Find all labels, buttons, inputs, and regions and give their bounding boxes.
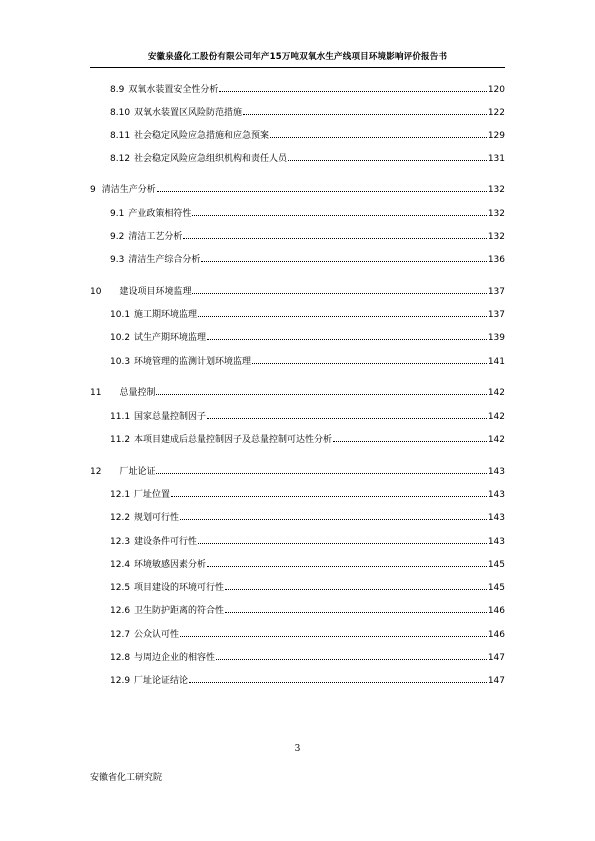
toc-entry-number: 9.1 xyxy=(110,209,125,219)
toc-entry-title: 试生产期环境监理 xyxy=(134,333,207,343)
toc-entry[interactable] xyxy=(110,489,505,501)
toc-entry-title: 与周边企业的相容性 xyxy=(134,653,216,663)
toc-entry-number: 12.5 xyxy=(110,583,131,593)
toc-page-number: 142 xyxy=(487,388,505,398)
toc-entry-title: 本项目建成后总量控制因子及总量控制可达性分析 xyxy=(134,435,333,445)
toc-entry-title: 双氧水装置区风险防范措施 xyxy=(134,108,243,118)
toc-entry-number: 8.11 xyxy=(110,131,131,141)
toc-entry-number: 8.9 xyxy=(110,85,125,95)
toc-page-number: 122 xyxy=(487,108,505,118)
toc-dot-leader xyxy=(192,215,486,216)
toc-entry-title: 环境管理的监测计划环境监理 xyxy=(134,357,252,367)
toc-entry-number: 12.3 xyxy=(110,537,131,547)
toc-entry[interactable] xyxy=(110,512,505,524)
toc-entry-title: 社会稳定风险应急组织机构和责任人员 xyxy=(134,154,288,164)
footer-organization: 安徽省化工研究院 xyxy=(90,773,163,783)
toc-entry[interactable] xyxy=(110,434,505,446)
toc-entry-number: 12.7 xyxy=(110,630,131,640)
toc-entry[interactable] xyxy=(110,130,505,142)
toc-dot-leader xyxy=(198,316,487,317)
toc-entry-number: 12.1 xyxy=(110,490,131,500)
toc-entry-number: 12.2 xyxy=(110,513,131,523)
toc-entry-title: 社会稳定风险应急措施和应急预案 xyxy=(134,131,270,141)
toc-page-number: 147 xyxy=(487,653,505,663)
toc-entry-label xyxy=(90,387,155,399)
toc-dot-leader xyxy=(201,261,486,262)
toc-dot-leader xyxy=(243,114,487,115)
toc-page-number: 141 xyxy=(487,357,505,367)
toc-entry-label xyxy=(110,536,197,548)
running-header: 安徽泉盛化工股份有限公司年产15万吨双氧水生产线项目环境影响评价报告书 xyxy=(147,52,448,62)
toc-entry-title: 规划可行性 xyxy=(134,513,180,523)
toc-dot-leader xyxy=(252,363,487,364)
toc-page-number: 139 xyxy=(487,333,505,343)
toc-dot-leader xyxy=(207,418,487,419)
toc-entry[interactable] xyxy=(90,286,505,298)
toc-entry-number: 12.6 xyxy=(110,606,131,616)
toc-dot-leader xyxy=(270,137,487,138)
toc-entry-label xyxy=(110,559,206,571)
toc-entry-label xyxy=(110,130,269,142)
page-number: 3 xyxy=(294,744,301,754)
toc-entry-number: 8.10 xyxy=(110,108,131,118)
toc-entry-title: 清洁生产分析 xyxy=(101,185,156,195)
toc-entry-number: 9.2 xyxy=(110,232,125,242)
toc-entry-label xyxy=(110,208,191,220)
toc-page-number: 131 xyxy=(487,154,505,164)
toc-dot-leader xyxy=(219,91,486,92)
toc-entry-label xyxy=(110,605,224,617)
toc-entry-number: 10.2 xyxy=(110,333,131,343)
toc-entry-title: 厂址论证 xyxy=(119,467,156,477)
toc-entry-label xyxy=(110,512,179,524)
toc-dot-leader xyxy=(216,659,487,660)
toc-page-number: 143 xyxy=(487,537,505,547)
toc-dot-leader xyxy=(189,682,487,683)
toc-page-number: 142 xyxy=(487,412,505,422)
toc-dot-leader xyxy=(198,543,487,544)
toc-entry[interactable] xyxy=(110,629,505,641)
toc-entry-number: 11.2 xyxy=(110,435,131,445)
toc-entry-title: 产业政策相符性 xyxy=(128,209,192,219)
toc-entry-title: 厂址论证结论 xyxy=(134,676,189,686)
toc-entry-label xyxy=(90,466,155,478)
toc-page-number: 120 xyxy=(487,85,505,95)
toc-dot-leader xyxy=(156,473,486,474)
toc-entry[interactable] xyxy=(110,107,505,119)
toc-entry-number: 12.8 xyxy=(110,653,131,663)
toc-entry-title: 双氧水装置安全性分析 xyxy=(128,85,219,95)
toc-entry[interactable] xyxy=(90,184,505,196)
toc-entry-number: 12 xyxy=(90,467,102,477)
toc-page-number: 137 xyxy=(487,287,505,297)
toc-entry[interactable] xyxy=(110,84,505,96)
toc-page-number: 132 xyxy=(487,232,505,242)
toc-entry[interactable] xyxy=(110,309,505,321)
toc-entry[interactable] xyxy=(110,153,505,165)
toc-page-number: 129 xyxy=(487,131,505,141)
toc-page-number: 136 xyxy=(487,255,505,265)
toc-entry-title: 项目建设的环境可行性 xyxy=(134,583,225,593)
toc-entry-label xyxy=(110,332,206,344)
toc-entry-number: 12.4 xyxy=(110,560,131,570)
toc-dot-leader xyxy=(180,519,487,520)
toc-entry-title: 厂址位置 xyxy=(134,490,171,500)
toc-page-number: 143 xyxy=(487,513,505,523)
toc-entry-label xyxy=(110,356,251,368)
toc-entry-label xyxy=(110,652,215,664)
toc-entry[interactable] xyxy=(90,387,505,399)
toc-entry-title: 总量控制 xyxy=(119,388,156,398)
toc-entry[interactable] xyxy=(110,582,505,594)
toc-entry-label xyxy=(110,582,224,594)
toc-entry[interactable] xyxy=(110,605,505,617)
toc-entry-label xyxy=(110,254,200,266)
toc-page-number: 145 xyxy=(487,583,505,593)
toc-entry-label xyxy=(90,184,156,196)
toc-page-number: 143 xyxy=(487,490,505,500)
toc-dot-leader xyxy=(180,636,487,637)
toc-entry-number: 9.3 xyxy=(110,255,125,265)
toc-dot-leader xyxy=(225,589,487,590)
toc-entry-label xyxy=(110,411,206,423)
toc-page-number: 137 xyxy=(487,310,505,320)
toc-entry[interactable] xyxy=(110,411,505,423)
toc-entry-label xyxy=(110,434,332,446)
toc-entry[interactable] xyxy=(110,332,505,344)
toc-entry-title: 清洁工艺分析 xyxy=(128,232,183,242)
toc-entry[interactable] xyxy=(110,208,505,220)
toc-entry[interactable] xyxy=(90,466,505,478)
toc-page-number: 132 xyxy=(487,209,505,219)
toc-entry[interactable] xyxy=(110,675,505,687)
toc-dot-leader xyxy=(183,238,486,239)
toc-dot-leader xyxy=(333,441,487,442)
toc-entry-title: 清洁生产综合分析 xyxy=(128,255,201,265)
toc-entry-label xyxy=(90,286,191,298)
toc-dot-leader xyxy=(171,496,487,497)
toc-entry-title: 公众认可性 xyxy=(134,630,180,640)
toc-entry-label xyxy=(110,231,182,243)
toc-entry[interactable] xyxy=(110,559,505,571)
toc-entry[interactable] xyxy=(110,652,505,664)
toc-page-number: 142 xyxy=(487,435,505,445)
toc-entry-number: 10 xyxy=(90,287,102,297)
toc-page-number: 146 xyxy=(487,630,505,640)
toc-entry-number: 11.1 xyxy=(110,412,131,422)
toc-entry[interactable] xyxy=(110,356,505,368)
toc-page-number: 145 xyxy=(487,560,505,570)
toc-dot-leader xyxy=(156,394,486,395)
toc-entry-label xyxy=(110,629,179,641)
toc-entry-number: 11 xyxy=(90,388,102,398)
toc-dot-leader xyxy=(207,566,487,567)
toc-entry-number: 9 xyxy=(90,185,96,195)
toc-entry[interactable] xyxy=(110,536,505,548)
toc-entry-label xyxy=(110,675,188,687)
toc-entry-label xyxy=(110,84,218,96)
toc-page-number: 146 xyxy=(487,606,505,616)
toc-entry-title: 施工期环境监理 xyxy=(134,310,198,320)
toc-entry[interactable] xyxy=(110,254,505,266)
toc-page-number: 143 xyxy=(487,467,505,477)
toc-entry-title: 建设项目环境监理 xyxy=(119,287,192,297)
toc-entry-number: 10.1 xyxy=(110,310,131,320)
toc-entry[interactable] xyxy=(110,231,505,243)
toc-page-number: 132 xyxy=(487,185,505,195)
toc-dot-leader xyxy=(225,612,487,613)
header-rule xyxy=(90,67,505,68)
toc-entry-number: 10.3 xyxy=(110,357,131,367)
toc-entry-title: 国家总量控制因子 xyxy=(134,412,207,422)
toc-dot-leader xyxy=(288,160,487,161)
toc-entry-label xyxy=(110,309,197,321)
toc-entry-title: 环境敏感因素分析 xyxy=(134,560,207,570)
toc-entry-title: 建设条件可行性 xyxy=(134,537,198,547)
toc-entry-label xyxy=(110,489,170,501)
toc-entry-number: 8.12 xyxy=(110,154,131,164)
toc-entry-number: 12.9 xyxy=(110,676,131,686)
toc-entry-title: 卫生防护距离的符合性 xyxy=(134,606,225,616)
toc-dot-leader xyxy=(207,339,487,340)
toc-entry-label xyxy=(110,107,242,119)
toc-dot-leader xyxy=(157,191,487,192)
toc-dot-leader xyxy=(192,293,486,294)
toc-page-number: 147 xyxy=(487,676,505,686)
toc-entry-label xyxy=(110,153,287,165)
